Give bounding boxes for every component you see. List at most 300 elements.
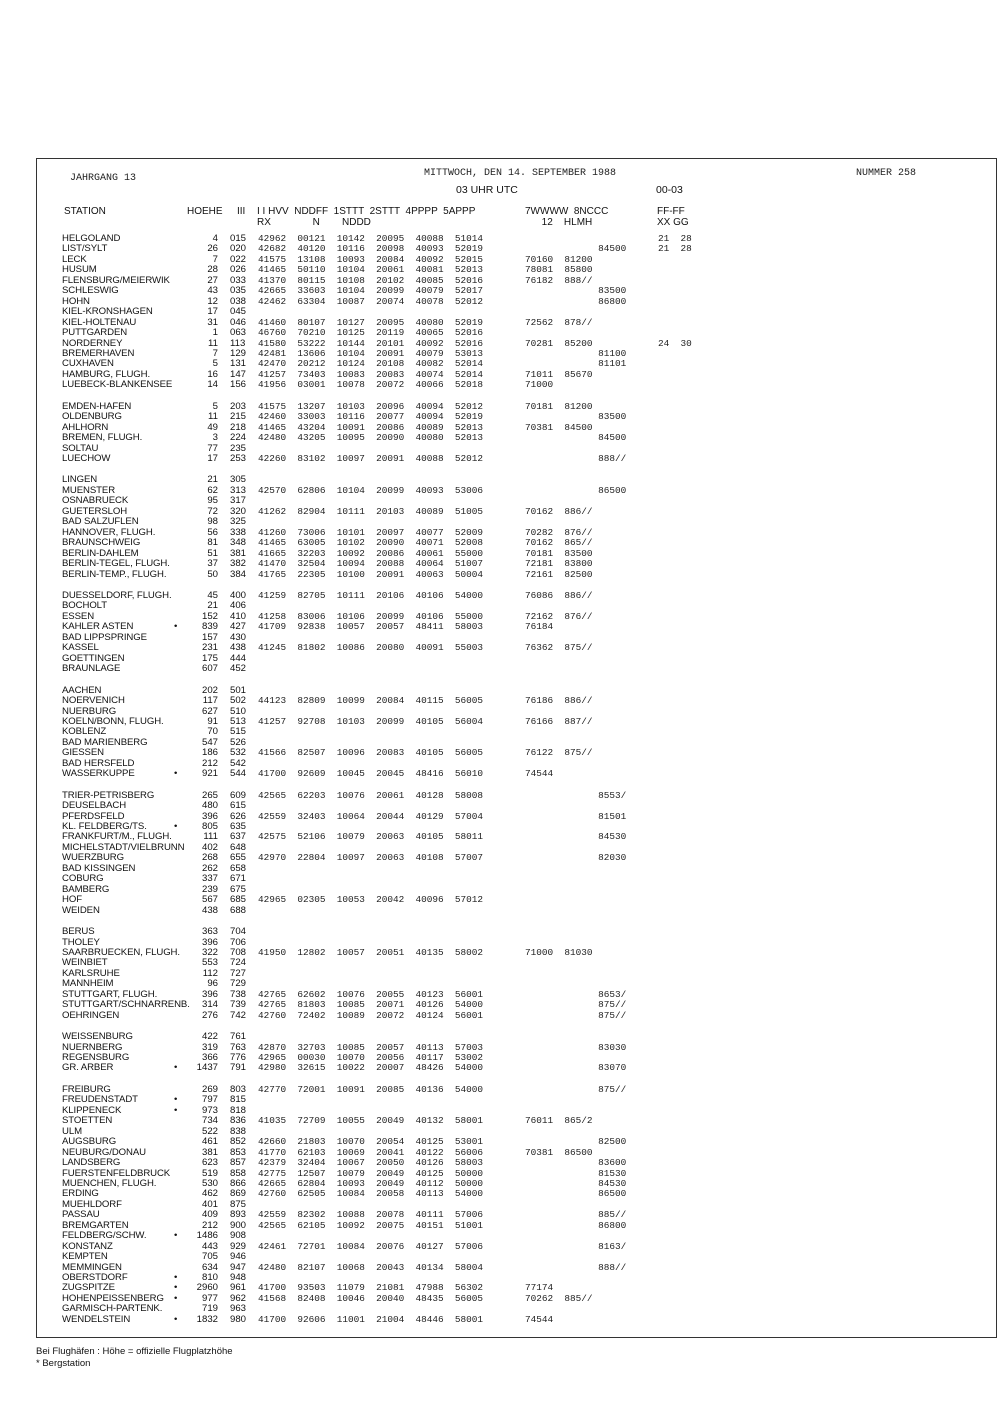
table-row <box>0 1127 1000 1137</box>
table-row <box>0 1304 1000 1314</box>
obs-group-2: 72181 83800 <box>525 558 593 569</box>
station-name: LANDSBERG <box>62 1157 121 1168</box>
obs-group-2: 76184 <box>525 621 554 633</box>
obs-group-2: 888// <box>525 1261 627 1273</box>
table-row <box>0 791 1000 801</box>
station-height: 381 <box>201 1146 218 1158</box>
obs-group-2: 76362 875// <box>525 642 593 654</box>
station-index: 615 <box>230 800 247 812</box>
station-height: 11 <box>208 337 218 349</box>
station-name: GOETTINGEN <box>62 652 125 664</box>
station-index: 685 <box>230 894 247 906</box>
station-index: 763 <box>230 1041 247 1053</box>
station-height: 522 <box>201 1125 218 1137</box>
station-name: GIESSEN <box>62 747 104 759</box>
station-index: 129 <box>230 347 247 359</box>
obs-group-1: 42559 32403 10064 20044 40129 57004 <box>258 810 484 822</box>
obs-group-1: 42775 12507 10079 20049 40125 50000 <box>258 1167 484 1179</box>
station-height: 623 <box>201 1157 218 1168</box>
mountain-station-marker: • <box>174 1062 178 1074</box>
obs-group-2: 83500 <box>525 411 627 423</box>
table-row <box>0 475 1000 485</box>
station-height: 1486 <box>196 1230 218 1242</box>
obs-group-1: 41470 32504 10094 20088 40064 51007 <box>258 558 484 569</box>
table-row <box>0 496 1000 506</box>
station-height: 401 <box>201 1198 218 1210</box>
station-name: WEINBIET <box>62 957 108 969</box>
obs-group-1: 41709 92838 10057 20057 48411 58003 <box>258 621 484 633</box>
station-height: 7 <box>212 347 218 359</box>
obs-group-1: 42260 83102 10097 20091 40088 52012 <box>258 453 484 464</box>
station-name: PFERDSFELD <box>62 810 125 822</box>
obs-group-1: 42460 33003 10116 20077 40094 52019 <box>258 411 484 423</box>
station-height: 117 <box>202 695 218 706</box>
station-height: 231 <box>201 642 218 654</box>
station-height: 461 <box>201 1136 218 1148</box>
station-height: 567 <box>201 894 218 906</box>
table-row <box>0 1179 1000 1189</box>
station-height: 212 <box>201 1219 218 1231</box>
obs-group-2: 78081 85800 <box>525 264 593 276</box>
obs-group-2: 70381 86500 <box>525 1146 593 1158</box>
obs-group-1: 41260 73006 10101 20097 40077 52009 <box>258 526 484 538</box>
station-index: 427 <box>230 621 247 633</box>
station-index: 648 <box>230 841 247 853</box>
station-height: 1437 <box>196 1062 218 1074</box>
table-row <box>0 538 1000 548</box>
station-name: FUERSTENFELDBRUCK <box>62 1167 171 1179</box>
mountain-station-marker: • <box>174 1094 178 1106</box>
table-row <box>0 1116 1000 1126</box>
station-index: 452 <box>230 663 247 675</box>
obs-group-2: 86800 <box>525 295 627 307</box>
table-row <box>0 444 1000 454</box>
station-height: 1832 <box>196 1313 218 1325</box>
station-name: BRAUNSCHWEIG <box>62 537 141 549</box>
station-index: 658 <box>230 862 247 874</box>
station-height: 95 <box>207 495 218 507</box>
station-name: STUTTGART/SCHNARRENB. <box>62 999 190 1011</box>
station-index: 706 <box>230 936 247 948</box>
obs-group-1: 41465 63005 10102 20090 40071 52008 <box>258 537 484 549</box>
obs-group-2: 875// <box>525 999 627 1011</box>
station-index: 038 <box>230 295 247 307</box>
mountain-station-marker: • <box>174 821 178 832</box>
station-height: 262 <box>201 862 218 874</box>
station-name: AHLHORN <box>62 421 109 433</box>
station-height: 396 <box>201 936 218 948</box>
station-name: GUETERSLOH <box>62 505 128 517</box>
obs-group-2: 84530 <box>525 831 627 843</box>
station-height: 810 <box>201 1272 218 1283</box>
station-index: 305 <box>230 474 247 486</box>
station-name: AUGSBURG <box>62 1136 117 1148</box>
obs-group-1: 41575 13108 10093 20084 40092 52015 <box>258 253 484 265</box>
station-name: KOELN/BONN, FLUGH. <box>62 715 164 727</box>
table-row <box>0 412 1000 422</box>
station-name: SCHLESWIG <box>62 285 119 297</box>
obs-group-2: 86500 <box>525 1188 627 1200</box>
footnote-mountain: * Bergstation <box>36 1358 91 1369</box>
obs-group-1: 41575 13207 10103 20096 40094 52012 <box>258 400 484 412</box>
obs-group-1: 41950 12802 10057 20051 40135 58002 <box>258 946 484 958</box>
table-row <box>0 402 1000 412</box>
station-name: DUESSELDORF, FLUGH. <box>62 590 172 601</box>
station-index: 946 <box>230 1251 247 1263</box>
table-row <box>0 359 1000 369</box>
station-height: 98 <box>207 516 218 528</box>
station-index: 348 <box>230 537 247 549</box>
station-name: WASSERKUPPE <box>62 768 135 780</box>
obs-group-1: 42770 72001 10091 20085 40136 54000 <box>258 1083 484 1095</box>
table-row <box>0 895 1000 905</box>
station-index: 739 <box>230 999 247 1011</box>
station-name: ESSEN <box>62 610 95 622</box>
station-height: 43 <box>207 285 218 297</box>
obs-group-2: 81101 <box>525 358 627 370</box>
obs-group-1: 44123 82809 10099 20084 40115 56005 <box>258 695 484 706</box>
station-name: BRAUNLAGE <box>62 663 121 675</box>
station-name: MEMMINGEN <box>62 1261 122 1273</box>
obs-group-2: 84500 <box>525 432 627 444</box>
obs-group-1: 42665 33603 10104 20099 40079 52017 <box>258 285 484 297</box>
obs-group-1: 42965 02305 10053 20042 40096 57012 <box>258 894 484 906</box>
obs-group-2: 76182 888// <box>525 274 593 286</box>
obs-group-3: 21 28 <box>658 243 692 255</box>
time-slot: 00-03 <box>656 184 683 196</box>
obs-group-1: 41580 53222 10144 20101 40092 52016 <box>258 337 484 349</box>
table-row <box>0 244 1000 254</box>
station-name: BERLIN-TEMP., FLUGH. <box>62 568 167 580</box>
obs-group-1: 42461 72701 10084 20076 40127 57006 <box>258 1240 484 1252</box>
table-row <box>0 591 1000 601</box>
table-row <box>0 559 1000 569</box>
obs-group-2: 71011 85670 <box>525 368 593 380</box>
station-index: 869 <box>230 1188 247 1200</box>
station-name: MANNHEIM <box>62 978 114 990</box>
obs-group-2: 70262 885// <box>525 1292 593 1304</box>
station-name: KARLSRUHE <box>62 967 120 979</box>
station-height: 530 <box>201 1177 218 1189</box>
station-height: 396 <box>201 810 218 822</box>
table-row <box>0 1273 1000 1283</box>
obs-group-1: 41700 93503 11079 21081 47988 56302 <box>258 1282 484 1294</box>
station-height: 21 <box>207 600 218 612</box>
obs-group-2: 81100 <box>525 347 627 359</box>
mountain-station-marker: • <box>174 1282 178 1294</box>
table-row <box>0 1242 1000 1252</box>
table-row <box>0 1000 1000 1010</box>
obs-group-1: 41465 43204 10091 20086 40089 52013 <box>258 421 484 433</box>
station-name: HOF <box>62 894 82 906</box>
station-name: PUTTGARDEN <box>62 327 128 338</box>
table-row <box>0 664 1000 674</box>
station-index: 776 <box>230 1052 247 1063</box>
obs-group-2: 83030 <box>525 1041 627 1053</box>
table-row <box>0 812 1000 822</box>
obs-group-1: 41956 03001 10078 20072 40066 52018 <box>258 379 484 391</box>
station-index: 015 <box>230 233 247 244</box>
station-index: 131 <box>230 358 247 370</box>
station-index: 224 <box>230 432 247 444</box>
table-row <box>0 286 1000 296</box>
table-row <box>0 1053 1000 1063</box>
station-index: 147 <box>230 368 247 380</box>
station-index: 635 <box>230 821 247 832</box>
table-row <box>0 1085 1000 1095</box>
col-group2: 7WWWW 8NCCC 12 HLMH <box>525 206 609 228</box>
table-row <box>0 1011 1000 1021</box>
station-index: 853 <box>230 1146 247 1158</box>
station-height: 62 <box>207 484 218 496</box>
station-height: 977 <box>201 1292 218 1304</box>
station-index: 948 <box>230 1272 247 1283</box>
obs-group-2: 70162 865// <box>525 537 593 549</box>
obs-group-2: 84500 <box>525 243 627 255</box>
station-name: LINGEN <box>62 474 98 486</box>
col-station: STATION <box>64 206 106 217</box>
obs-group-1: 42462 63304 10087 20074 40078 52012 <box>258 295 484 307</box>
station-name: ZUGSPITZE <box>62 1282 115 1294</box>
station-index: 818 <box>230 1104 247 1116</box>
obs-group-1: 41370 80115 10108 20102 40085 52016 <box>258 274 484 286</box>
obs-group-1: 41460 80107 10127 20095 40080 52019 <box>258 316 484 328</box>
station-height: 7 <box>212 253 218 265</box>
station-index: 729 <box>230 978 247 990</box>
table-row <box>0 507 1000 517</box>
station-height: 50 <box>207 568 218 580</box>
obs-group-1: 42470 20212 10124 20108 40082 52014 <box>258 358 484 370</box>
station-index: 338 <box>230 526 247 538</box>
col-iii: III <box>237 206 246 217</box>
station-height: 51 <box>207 547 218 559</box>
station-height: 627 <box>201 705 218 717</box>
obs-group-2: 875// <box>525 1009 627 1021</box>
obs-group-2: 72161 82500 <box>525 568 593 580</box>
table-row <box>0 1221 1000 1231</box>
station-index: 962 <box>230 1292 247 1304</box>
table-row <box>0 1106 1000 1116</box>
station-index: 791 <box>230 1062 247 1074</box>
station-index: 026 <box>230 264 247 276</box>
station-index: 637 <box>230 831 247 843</box>
obs-group-1: 42559 82302 10088 20078 40111 57006 <box>258 1209 484 1221</box>
station-height: 5 <box>212 400 218 412</box>
station-index: 542 <box>230 757 247 769</box>
station-index: 708 <box>230 946 247 958</box>
station-height: 27 <box>207 274 218 286</box>
station-height: 276 <box>201 1009 218 1021</box>
station-name: EMDEN-HAFEN <box>62 400 132 412</box>
station-name: KONSTANZ <box>62 1240 113 1252</box>
station-height: 2960 <box>196 1282 218 1294</box>
obs-group-2: 86500 <box>525 484 627 496</box>
station-name: FELDBERG/SCHW. <box>62 1230 147 1242</box>
station-height: 31 <box>207 316 218 328</box>
obs-group-1: 42760 62505 10084 20058 40113 54000 <box>258 1188 484 1200</box>
obs-group-1: 42760 72402 10089 20072 40124 56001 <box>258 1009 484 1021</box>
station-height: 239 <box>201 883 218 895</box>
obs-group-1: 42379 32404 10067 20050 40126 58003 <box>258 1157 484 1168</box>
station-index: 400 <box>230 590 247 601</box>
station-index: 675 <box>230 883 247 895</box>
station-name: WUERZBURG <box>62 852 124 864</box>
obs-group-2: 70282 876// <box>525 526 593 538</box>
table-row <box>0 349 1000 359</box>
station-name: WEISSENBURG <box>62 1031 133 1043</box>
station-index: 063 <box>230 327 247 338</box>
station-index: 655 <box>230 852 247 864</box>
station-index: 406 <box>230 600 247 612</box>
mountain-station-marker: • <box>174 1292 178 1304</box>
station-height: 480 <box>201 800 218 812</box>
table-row <box>0 1148 1000 1158</box>
table-row <box>0 1063 1000 1073</box>
station-index: 444 <box>230 652 247 664</box>
station-name: SAARBRUECKEN, FLUGH. <box>62 946 180 958</box>
station-height: 26 <box>207 243 218 255</box>
mountain-station-marker: • <box>174 1313 178 1325</box>
station-index: 688 <box>230 904 247 916</box>
table-row <box>0 1263 1000 1273</box>
station-name: DEUSELBACH <box>62 800 127 812</box>
station-index: 857 <box>230 1157 247 1168</box>
volume-label: JAHRGANG 13 <box>70 173 137 184</box>
station-name: HOHN <box>62 295 90 307</box>
table-row <box>0 307 1000 317</box>
station-name: BAD SALZUFLEN <box>62 516 139 528</box>
obs-group-2: 76166 887// <box>525 715 593 727</box>
table-row <box>0 948 1000 958</box>
obs-group-2: 70162 886// <box>525 505 593 517</box>
station-index: 526 <box>230 736 247 748</box>
obs-group-1: 46760 70210 10125 20119 40065 52016 <box>258 327 484 338</box>
station-name: KLIPPENECK <box>62 1104 122 1116</box>
station-name: NUERBURG <box>62 705 117 717</box>
table-row <box>0 853 1000 863</box>
station-height: 70 <box>207 726 218 738</box>
table-row <box>0 433 1000 443</box>
station-name: NOERVENICH <box>62 695 125 706</box>
station-height: 1 <box>212 327 218 338</box>
station-index: 742 <box>230 1009 247 1021</box>
station-height: 438 <box>201 904 218 916</box>
station-height: 49 <box>207 421 218 433</box>
station-height: 553 <box>201 957 218 969</box>
station-index: 253 <box>230 453 247 464</box>
station-height: 402 <box>201 841 218 853</box>
obs-group-1: 42480 82107 10068 20043 40134 58004 <box>258 1261 484 1273</box>
station-height: 17 <box>207 453 218 464</box>
obs-group-1: 41465 50110 10104 20061 40081 52013 <box>258 264 484 276</box>
station-name: FREUDENSTADT <box>62 1094 138 1106</box>
station-name: KOBLENZ <box>62 726 107 738</box>
obs-group-2: 83600 <box>525 1157 627 1168</box>
obs-group-2: 76086 886// <box>525 590 593 601</box>
station-index: 838 <box>230 1125 247 1137</box>
obs-group-2: 83070 <box>525 1062 627 1074</box>
station-index: 045 <box>230 306 247 318</box>
station-index: 430 <box>230 631 247 643</box>
station-index: 980 <box>230 1313 247 1325</box>
obs-group-1: 42765 81803 10085 20071 40126 54000 <box>258 999 484 1011</box>
obs-group-2: 72162 876// <box>525 610 593 622</box>
obs-group-1: 42980 32615 10022 20007 48426 54000 <box>258 1062 484 1074</box>
table-row <box>0 255 1000 265</box>
station-name: LIST/SYLT <box>62 243 108 255</box>
station-name: MUENCHEN, FLUGH. <box>62 1177 157 1189</box>
station-name: KASSEL <box>62 642 99 654</box>
station-height: 797 <box>201 1094 218 1106</box>
obs-group-1: 41258 83006 10106 20099 40106 55000 <box>258 610 484 622</box>
obs-group-2: 81530 <box>525 1167 627 1179</box>
station-height: 186 <box>201 747 218 759</box>
obs-group-2: 70281 85200 <box>525 337 593 349</box>
station-index: 761 <box>230 1031 247 1043</box>
obs-group-2: 81501 <box>525 810 627 822</box>
table-row <box>0 864 1000 874</box>
station-name: STUTTGART, FLUGH. <box>62 988 158 1000</box>
obs-group-2: 8553/ <box>525 789 627 801</box>
station-index: 438 <box>230 642 247 654</box>
table-row <box>0 234 1000 244</box>
station-name: WENDELSTEIN <box>62 1313 131 1325</box>
station-height: 152 <box>201 610 218 622</box>
station-height: 396 <box>201 988 218 1000</box>
table-row <box>0 686 1000 696</box>
station-name: BERLIN-TEGEL, FLUGH. <box>62 558 170 569</box>
obs-group-2: 76011 865/2 <box>525 1115 593 1127</box>
obs-group-2: 71000 81030 <box>525 946 593 958</box>
mountain-station-marker: • <box>174 1230 178 1242</box>
obs-group-1: 42480 43205 10095 20090 40080 52013 <box>258 432 484 444</box>
obs-group-1: 42665 62804 10093 20049 40112 50000 <box>258 1177 484 1189</box>
obs-group-2: 8163/ <box>525 1240 627 1252</box>
station-index: 046 <box>230 316 247 328</box>
obs-group-2: 82030 <box>525 852 627 864</box>
station-index: 963 <box>230 1303 247 1315</box>
obs-group-1: 42570 62806 10104 20099 40093 53006 <box>258 484 484 496</box>
station-name: FREIBURG <box>62 1083 111 1095</box>
station-height: 547 <box>201 736 218 748</box>
station-index: 515 <box>230 726 247 738</box>
obs-group-1: 41700 92609 10045 20045 48416 56010 <box>258 768 484 780</box>
station-name: WEIDEN <box>62 904 100 916</box>
station-index: 203 <box>230 400 247 412</box>
station-height: 443 <box>201 1240 218 1252</box>
station-name: NUERNBERG <box>62 1041 123 1053</box>
station-index: 035 <box>230 285 247 297</box>
table-row <box>0 738 1000 748</box>
station-name: LUECHOW <box>62 453 111 464</box>
station-index: 532 <box>230 747 247 759</box>
station-name: HUSUM <box>62 264 97 276</box>
obs-group-1: 42965 00030 10070 20056 40117 53002 <box>258 1052 484 1063</box>
mountain-station-marker: • <box>174 768 178 780</box>
obs-group-2: 70181 81200 <box>525 400 593 412</box>
obs-group-2: 74544 <box>525 768 554 780</box>
obs-group-3: 21 28 <box>658 233 692 244</box>
station-name: BOCHOLT <box>62 600 107 612</box>
station-name: LUEBECK-BLANKENSEE <box>62 379 173 391</box>
station-index: 626 <box>230 810 247 822</box>
station-name: KIEL-KRONSHAGEN <box>62 306 153 318</box>
station-name: BAD LIPPSPRINGE <box>62 631 147 643</box>
table-row <box>0 1032 1000 1042</box>
table-row <box>0 1189 1000 1199</box>
station-name: GR. ARBER <box>62 1062 114 1074</box>
station-height: 212 <box>201 757 218 769</box>
